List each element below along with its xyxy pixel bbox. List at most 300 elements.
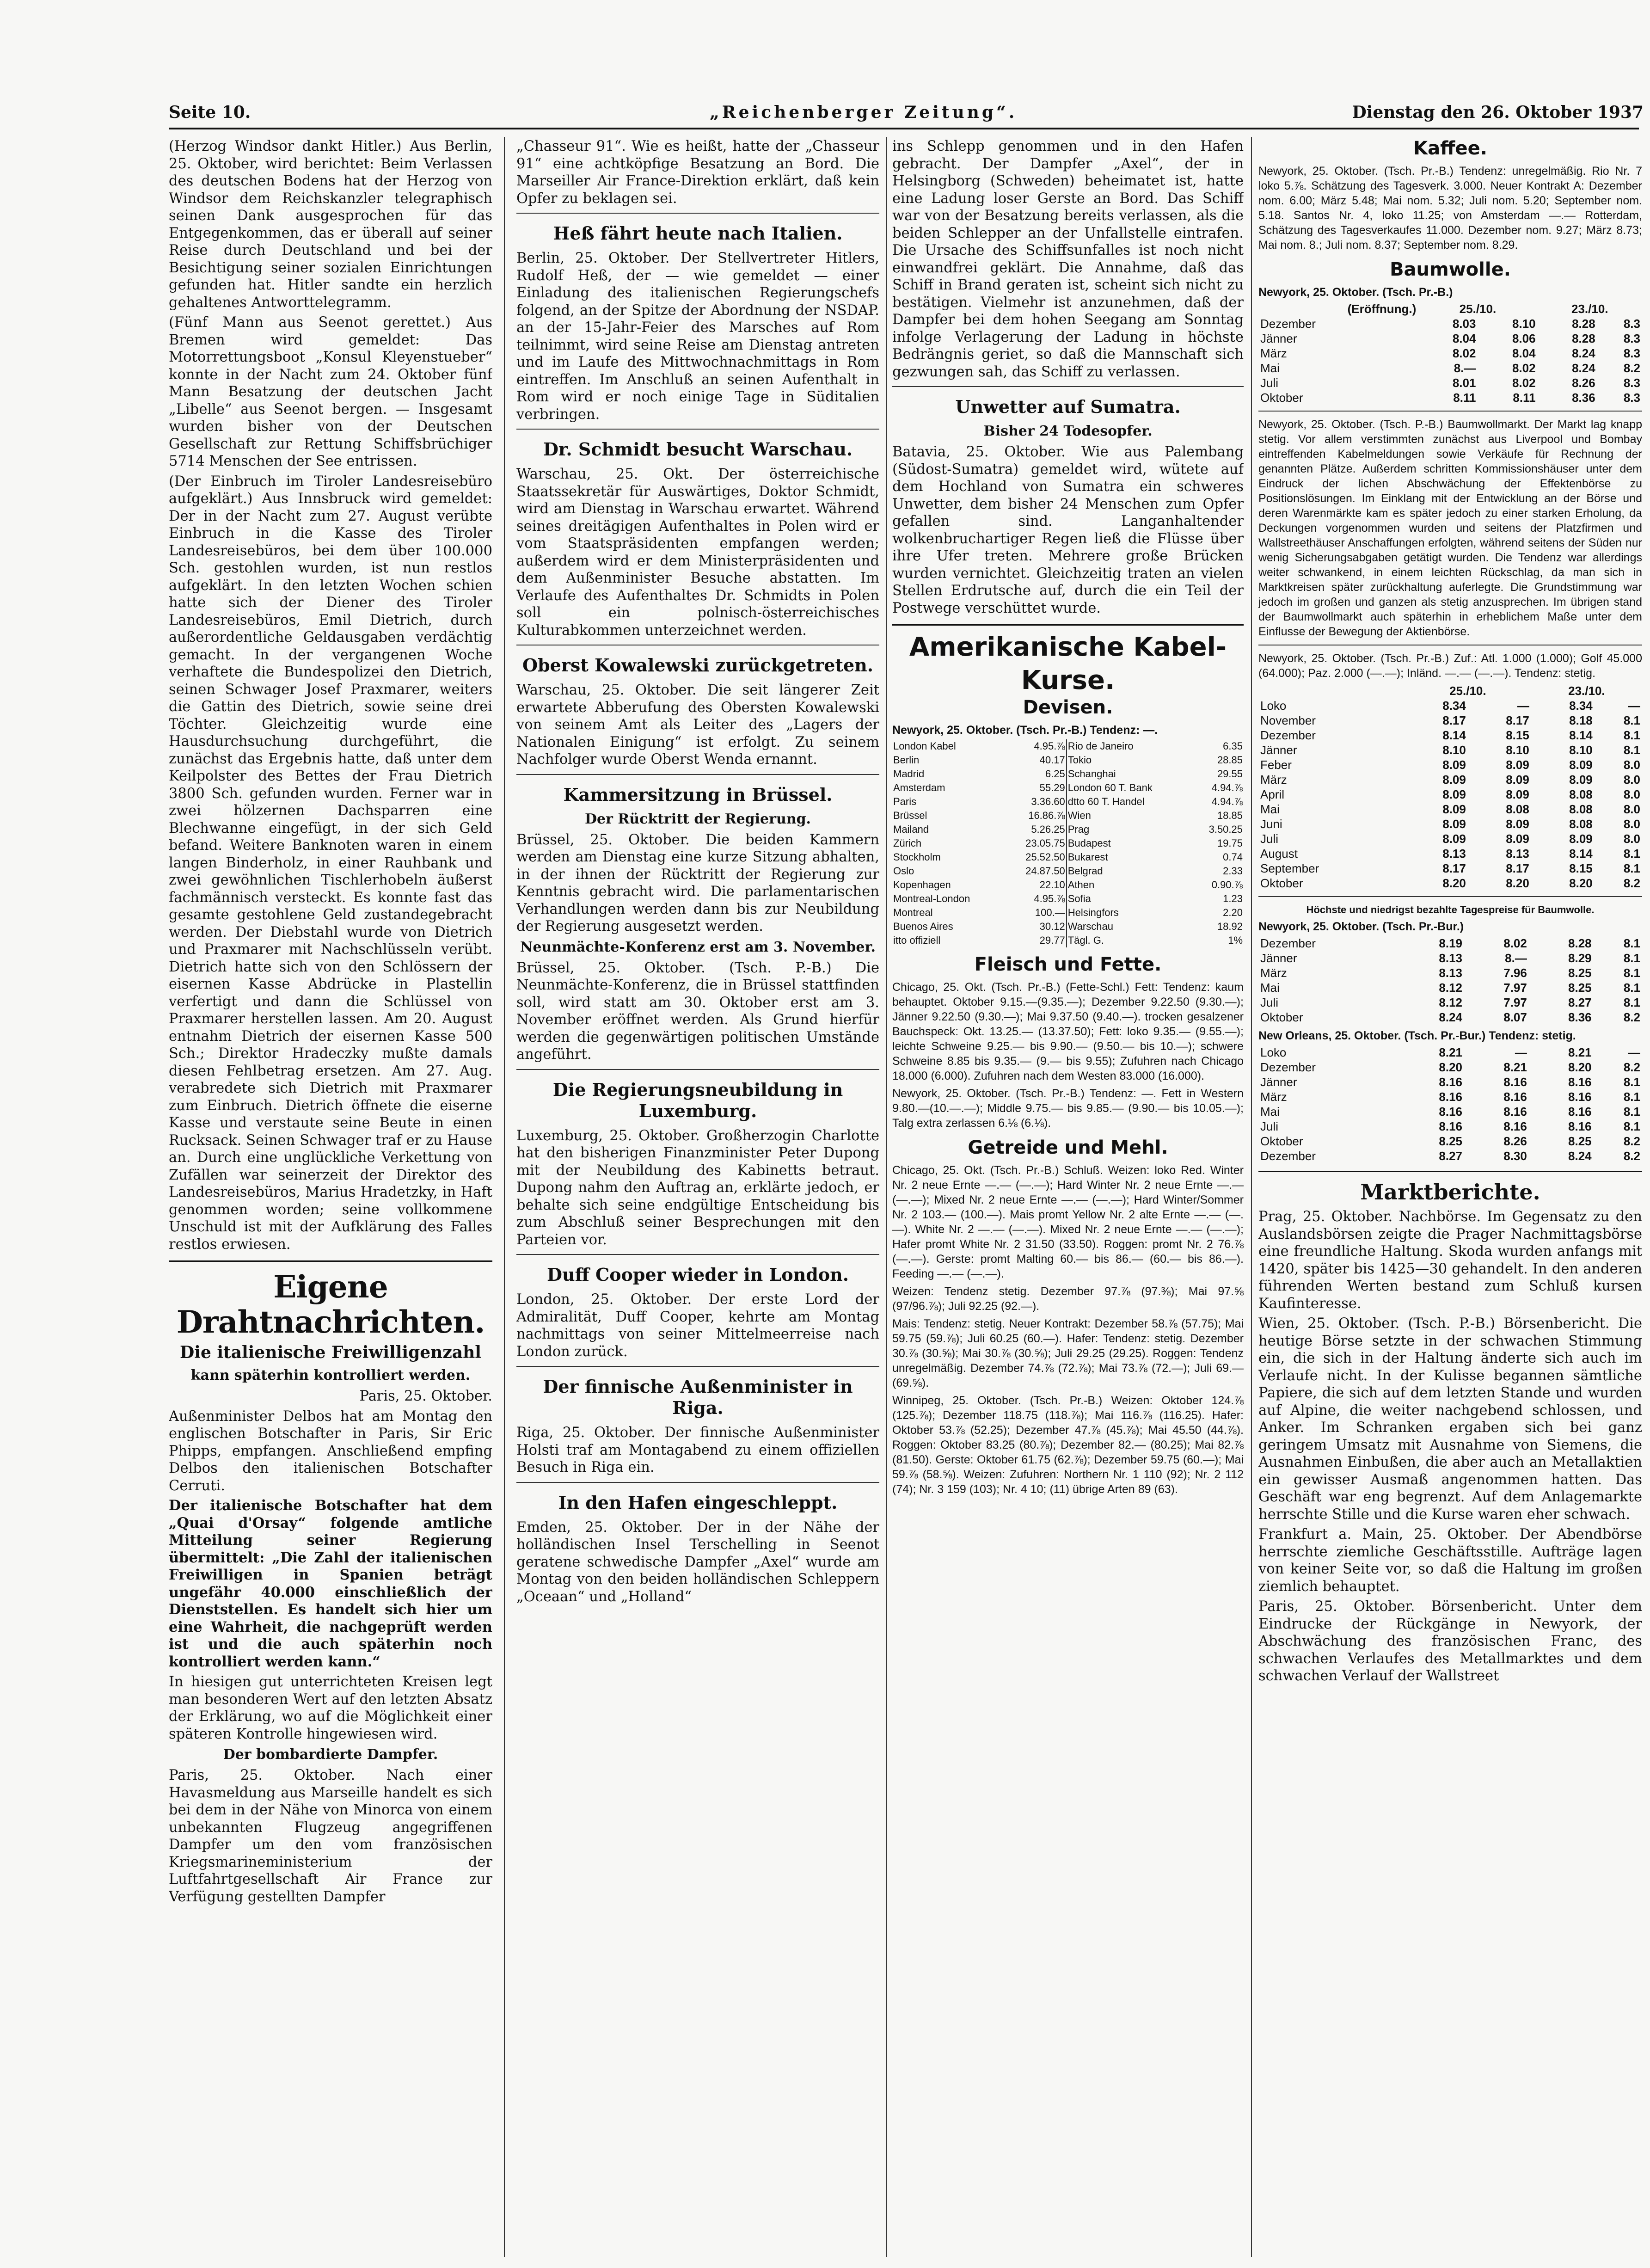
price-cell: 8.1 (1623, 743, 1640, 757)
baumwolle-row (1258, 390, 1642, 405)
price-cell: 8.3 (1623, 376, 1640, 390)
price-cell: 8.09 (1506, 787, 1529, 801)
heading-kabelkurse-2: Kurse. (1021, 665, 1115, 695)
article-chasseur: „Chasseur 91“. Wie es heißt, hatte der „Chasseur 91“ eine achtköpfige Besatzung an Bord. Die Marseiller Air France-Direktion erklärt, daß kein Opfer zu beklagen sei. (516, 138, 879, 207)
headline-sumatra: Unwetter auf Sumatra. (955, 396, 1181, 417)
devisen-place: Tokio (1067, 753, 1192, 767)
devisen-place: Bukarest (1067, 850, 1192, 864)
devisen-rate: 0.90.⅞ (1211, 879, 1243, 891)
heading-baumwolle: Baumwolle. (1390, 259, 1511, 280)
price-cell: 8.28 (1568, 936, 1592, 950)
masthead-rule (169, 128, 1639, 129)
price-cell: 8.16 (1503, 1090, 1527, 1104)
heading-kaffee: Kaffee. (1413, 138, 1487, 159)
devisen-rate: 28.85 (1217, 754, 1243, 766)
rule (1258, 1171, 1642, 1172)
headline-luxemburg: Die Regierungsneubildung in Luxemburg. (552, 1079, 843, 1121)
price-cell: 8.36 (1568, 1010, 1592, 1024)
price-cell: 8.04 (1452, 332, 1476, 345)
baumwolle-termin-row (1258, 772, 1642, 787)
devisen-rate: 4.94.⅞ (1211, 782, 1243, 793)
getreide-chicago: Chicago, 25. Okt. (Tsch. Pr.-B.) Schluß. Weizen: loko Red. Winter Nr. 2 neue Ernte —.— (—.—); Hard Winter Nr. 2 neue Ernte —.— (—.—); Mixed Nr. 2 neue Ernte —.— (—.—); Hard Winter/Sommer Nr. 2 103.— (100.—). Mais promt Yellow Nr. 2 alte Ernte —.— (—.—). White Nr. 2 —.— (—.—). Mixed Nr. 2 neue Ernte —.— (—.—); Hafer promt White Nr. 2 31.50 (33.50). Roggen: promt Nr. 2 76.⅞ (—.—). Gerste: promt Malting 60.— bis 86.— (60.— bis 86.—). Feeding —.— (—.—). (892, 1164, 1244, 1280)
price-cell: 8.10 (1569, 743, 1593, 757)
devisen-rate: 16.86.⅞ (1028, 810, 1065, 821)
price-cell: 8.02 (1503, 936, 1527, 950)
article-kowalewski: Warschau, 25. Oktober. Die seit längerer Zeit erwartete Abberufung des Obersten Kowalewski von seinem Amt als Leiter des „Lagers der Nationalen Einigung“ ist erfolgt. Zu seinem Nachfolger wurde Oberst Wenda ernannt. (516, 682, 879, 768)
price-cell: 8.09 (1442, 773, 1466, 787)
neworleans-row (1258, 1089, 1642, 1104)
month-cell: Juli (1260, 996, 1279, 1009)
kaffee-report: Newyork, 25. Oktober. (Tsch. Pr.-B.) Tendenz: unregelmäßig. Rio Nr. 7 loko 5.⅞. Schätzung des Tagesverk. 3.000. Neuer Kontrakt A: Dezember nom. 6.00; März 5.48; Mai nom. 5.32; Juli nom. 5.20; September nom. 5.18. Santos Nr. 4, loko 11.25; von Amsterdam —.— Rotterdam, Schätzung des Tagesverkaufes 11.000. Dezember nom. 9.27; März 8.73; Mai nom. 8.; Juli nom. 8.37; September nom. 8.29. (1258, 165, 1642, 252)
headline-hess: Heß fährt heute nach Italien. (553, 223, 843, 244)
price-cell: 8.27 (1439, 1149, 1463, 1163)
price-cell: 8.24 (1572, 361, 1595, 375)
baumwolle-termin-row (1258, 698, 1642, 713)
devisen-place: Sofia (1067, 892, 1192, 906)
devisen-place: dtto 60 T. Handel (1067, 795, 1192, 809)
price-cell: 8.16 (1568, 1119, 1592, 1133)
hoechst-row (1258, 980, 1642, 995)
month-cell: Loko (1260, 699, 1287, 713)
price-cell: 8.09 (1506, 773, 1529, 787)
devisen-place: Helsingfors (1067, 906, 1192, 920)
price-cell: 8.06 (1512, 332, 1536, 345)
bw-col-date2: 23./10. (1571, 302, 1608, 316)
month-cell: Juli (1260, 832, 1279, 846)
price-cell: 8.08 (1569, 802, 1593, 816)
month-cell: Feber (1260, 758, 1292, 772)
devisen-place: Prag (1067, 823, 1192, 836)
article-cooper: London, 25. Oktober. Der erste Lord der Admiralität, Duff Cooper, kehrte am Montag nachmittags von seiner Mittelmeerreise nach London zurück. (516, 1291, 879, 1360)
devisen-row (892, 753, 1244, 767)
devisen-header: Newyork, 25. Oktober. (Tsch. Pr.-B.) Tendenz: —. (892, 724, 1158, 737)
devisen-row (892, 809, 1244, 823)
article-schmidt: Warschau, 25. Okt. Der österreichische Staatssekretär für Auswärtiges, Doktor Schmidt, wird am Dienstag in Warschau erwartet. Während seines dreitägigen Aufenthaltes in Polen wird er vom Staatspräsidenten empfangen werden; außerdem wird er dem Ministerpräsidenten und dem Außenminister Besuche abstatten. Im Verlaufe des Aufenthaltes Dr. Schmidts in Polen soll ein polnisch-österreichisches Kulturabkommen unterzeichnet werden. (516, 466, 879, 639)
price-cell: 8.15 (1506, 728, 1529, 742)
headline-kammersitzung: Kammersitzung in Brüssel. (563, 784, 833, 805)
devisen-place: Belgrad (1067, 864, 1192, 878)
price-cell: 8.18 (1569, 713, 1593, 727)
month-cell: Juli (1260, 376, 1279, 390)
month-cell: März (1260, 966, 1287, 980)
article-hess: Berlin, 25. Oktober. Der Stellvertreter Hitlers, Rudolf Heß, der — wie gemeldet — einer Einladung des italienischen Regierungschefs folgend, an der Spitze der Abordnung der NSDAP. an der 15-Jahr-Feier des Marsches auf Rom teilnimmt, wird seine Reise am Dienstag antreten und im Laufe des Mittwochnachmittags in Rom eintreffen. Im Anschluß an seinen Aufenthalt in Rom wird er noch einige Tage in Süditalien verbringen. (516, 250, 879, 423)
price-cell: 8.28 (1572, 332, 1595, 345)
baumwolle-termin-row (1258, 846, 1642, 861)
devisen-place: itto offiziell (893, 934, 941, 946)
devisen-place: Wien (1067, 809, 1192, 823)
devisen-place: London 60 T. Bank (1067, 781, 1192, 795)
baumwolle-termin-table (1258, 683, 1642, 891)
price-cell: 8.25 (1439, 1134, 1463, 1148)
price-cell: 8.21 (1568, 1045, 1592, 1059)
devisen-row (892, 934, 1244, 947)
price-cell: 8.13 (1442, 847, 1466, 860)
devisen-rate: 3.36.60 (1031, 796, 1065, 807)
rule (1258, 896, 1642, 897)
price-cell: 8.16 (1503, 1075, 1527, 1089)
devisen-rate: 0.74 (1223, 851, 1243, 863)
price-cell: 8.08 (1569, 787, 1593, 801)
price-cell: 8.09 (1569, 758, 1593, 772)
rule (1258, 411, 1642, 412)
price-cell: 8.2 (1623, 1134, 1640, 1148)
price-cell: 8.09 (1506, 817, 1529, 831)
devisen-place: Montreal-London (893, 893, 970, 904)
devisen-rate: 18.85 (1217, 810, 1243, 821)
column-4 (1258, 138, 1642, 2256)
baumwolle-termin-row (1258, 757, 1642, 772)
price-cell: 8.30 (1503, 1149, 1527, 1163)
price-cell: 8.09 (1506, 758, 1529, 772)
price-cell: 8.0 (1623, 787, 1640, 801)
baumwolle-row (1258, 375, 1642, 390)
price-cell: 8.09 (1506, 832, 1529, 846)
devisen-place: Athen (1067, 878, 1192, 892)
month-cell: März (1260, 346, 1287, 360)
price-cell: 8.0 (1623, 773, 1640, 787)
price-cell: 7.97 (1503, 996, 1527, 1009)
price-cell: 8.24 (1439, 1010, 1463, 1024)
price-cell: 8.3 (1623, 391, 1640, 405)
devisen-rate: 25.52.50 (1025, 851, 1065, 863)
bw2-col-label (1258, 683, 1405, 698)
getreide-weizen: Weizen: Tendenz stetig. Dezember 97.⅞ (97.⅜); Mai 97.⅝ (97/96.⅞); Juli 92.25 (92.—). (892, 1285, 1244, 1313)
month-cell: September (1260, 861, 1319, 875)
heading-kabelkurse-1: Amerikanische Kabel- (909, 632, 1227, 662)
price-cell: 8.16 (1439, 1090, 1463, 1104)
article-neunmaechte: Brüssel, 25. Oktober. (Tsch. P.-B.) Die Neunmächte-Konferenz, die in Brüssel stattfinden soll, wird statt am 30. Oktober erst am 3. November eröffnet werden. Als Grund hierfür werden die gegenwärtigen politischen Umstände angeführt. (516, 959, 879, 1063)
month-cell: Jänner (1260, 1075, 1297, 1089)
devisen-place: Rio de Janeiro (1067, 739, 1192, 753)
price-cell: 8.16 (1568, 1105, 1592, 1119)
devisen-place: Zürich (893, 837, 922, 849)
baumwolle-termin-row (1258, 817, 1642, 831)
price-cell: 8.20 (1568, 1060, 1592, 1074)
price-cell: — (1515, 1045, 1527, 1059)
price-cell: 8.34 (1442, 699, 1466, 713)
article-dampfer: Paris, 25. Oktober. Nach einer Havasmeldung aus Marseille handelt es sich bei dem in der Nähe von Minorca von einem unbekannten Flugzeug angegriffenen Dampfer um den vom französischen Kriegsmarineministerium der Luftfahrtgesellschaft Air France zur Verfügung gestellten Dampfer (169, 1767, 492, 1905)
section-heading-drahtnachrichten: Eigene Drahtnachrichten. (176, 1269, 485, 1340)
article-hafen: Emden, 25. Oktober. Der in der Nähe der holländischen Insel Terschelling in Seenot geratene schwedische Dampfer „Axel“ wurde am Montag von den beiden holländischen Schleppern „Oceaan“ und „Holland“ (516, 1519, 879, 1605)
month-cell: August (1260, 847, 1298, 860)
rule (516, 1366, 879, 1367)
price-cell: 7.97 (1503, 981, 1527, 995)
price-cell: 8.09 (1442, 817, 1466, 831)
neworleans-row (1258, 1104, 1642, 1119)
devisen-row (892, 906, 1244, 920)
devisen-row (892, 767, 1244, 781)
price-cell: 8.09 (1442, 832, 1466, 846)
headline-neunmaechte: Neunmächte-Konferenz erst am 3. November. (520, 939, 876, 955)
price-cell: 8.02 (1452, 346, 1476, 360)
price-cell: 8.16 (1439, 1119, 1463, 1133)
devisen-place: Madrid (893, 768, 925, 780)
subheadline-kontrolliert: kann späterhin kontrolliert werden. (190, 1367, 471, 1383)
devisen-table (892, 739, 1244, 947)
hoechst-row (1258, 951, 1642, 965)
hoechst-sub: Newyork, 25. Oktober. (Tsch. Pr.-Bur.) (1258, 920, 1464, 933)
price-cell: 8.1 (1623, 861, 1640, 875)
month-cell: Jänner (1260, 951, 1297, 965)
price-cell: — (1517, 699, 1529, 713)
devisen-row (892, 781, 1244, 795)
hoechst-row (1258, 995, 1642, 1010)
heading-fleisch: Fleisch und Fette. (974, 954, 1162, 975)
month-cell: Dezember (1260, 728, 1316, 742)
subheadline-ruecktritt: Der Rücktritt der Regierung. (584, 811, 811, 827)
headline-schmidt: Dr. Schmidt besucht Warschau. (543, 439, 853, 460)
page-number: Seite 10. (169, 103, 251, 122)
fleisch-newyork: Newyork, 25. Oktober. (Tsch. Pr.-B.) Tendenz: —. Fett in Western 9.80.—(10.—.—); Middle 9.75.— bis 9.85.— (9.90.— bis 10.05.—); Talg extra zerlassen 6.⅛ (6.⅛). (892, 1087, 1244, 1130)
bw2-col-date2: 23./10. (1568, 684, 1605, 698)
article-luxemburg: Luxemburg, 25. Oktober. Großherzogin Charlotte hat den bisherigen Finanzminister Peter Dupong mit der Neubildung des Kabinetts betraut. Dupong nahm den Auftrag an, erklärte jedoch, er behalte sich seine endgültige Entscheidung bis zum Abschluß seiner Besprechungen mit den Parteien vor. (516, 1127, 879, 1248)
price-cell: 8.15 (1569, 861, 1593, 875)
price-cell: 8.04 (1512, 346, 1536, 360)
price-cell: 8.02 (1512, 376, 1536, 390)
heading-getreide: Getreide und Mehl. (968, 1137, 1168, 1158)
price-cell: 8.1 (1623, 847, 1640, 860)
devisen-place: Brüssel (893, 810, 927, 821)
article-einbruch: (Der Einbruch im Tiroler Landesreisebüro aufgeklärt.) Aus Innsbruck wird gemeldet: Der in der Nacht zum 27. August verübte Einbruch in die Kasse des Tiroler Landesreisebüros, bei dem über 100.000 Sch. gestohlen wurden, ist nun restlos aufgeklärt. In den letzten Wochen schien hatte sich der Diener des Tiroler Landesreisebüros, Emil Dietrich, durch außerordentliche Geldausgaben verdächtig gemacht. In der vergangenen Woche verhaftete die Bundespolizei den Dietrich, seinen Schwager Josef Praxmarer, weiters die Gattin des Dietrich, sowie seine drei Töchter. Gleichzeitig wurde eine Hausdurchsuchung durchgeführt, die zunächst das Ergebnis hatte, daß unter dem Keilpolster des Bettes der Frau Dietrich 3800 Sch. gefunden wurden. Ferner war in zwei hölzernen Dachsparren eine Blechwanne eingefügt, in der sich Geld befand. Weitere Banknoten waren in einem langen Binderholz, in einer Rauhbank und zwei gewöhnlichen Tischlerhobeln äußerst fachmännisch versteckt. Es konnte fast das gesamte gestohlene Geld zustandegebracht werden. Der Diebstahl wurde von Dietrich und Praxmarer mit Nachschlüsseln verübt. Dietrich hatte sich von den Schlössern der eisernen Kasse Abdrücke in Plastellin verfertigt und dann die Schlüssel von Praxmarer herstellen lassen. Am 20. August entnahm Dietrich der eisernen Kasse 500 Sch.; Direktor Hradeczky mußte damals diesen Fehlbetrag ersetzen. Am 27. Aug. verabredete sich Dietrich mit Praxmarer zum Einbruch. Dietrich öffnete die eiserne Kasse und verstaute seine Beute in einen Rucksack. Seinen Schwager traf er zu Hause an. Durch eine unglückliche Verkettung von Zufällen war seinerzeit der Direktor des Landesreisebüros, Marius Hradetzky, in Haft genommen worden; seine vollkommene Unschuld ist mit der Aufklärung des Falles restlos erwiesen. (169, 473, 492, 1253)
article-sumatra: Batavia, 25. Oktober. Wie aus Palembang (Südost-Sumatra) gemeldet wird, wütete auf dem Hochland von Sumatra ein schweres Unwetter, dem bisher 24 Menschen zum Opfer gefallen sind. Langanhaltender wolkenbruchartiger Regen ließ die Flüsse über ihre Ufer treten. Mehrere große Brücken wurden vernichtet. Gleichzeitig traten an vielen Stellen Erdrutsche auf, durch die ein Teil der Postwege verschüttet wurde. (892, 444, 1244, 616)
price-cell: 8.09 (1442, 758, 1466, 772)
neworleans-table (1258, 1045, 1642, 1163)
baumwolle-termin-row (1258, 713, 1642, 728)
price-cell: 8.11 (1513, 391, 1536, 405)
baumwolle-termin-row (1258, 787, 1642, 802)
price-cell: 8.2 (1623, 1060, 1640, 1074)
devisen-rate: 22.10 (1039, 879, 1065, 891)
price-cell: 8.16 (1568, 1075, 1592, 1089)
column-3 (892, 138, 1244, 2256)
headline-kowalewski: Oberst Kowalewski zurückgetreten. (522, 655, 874, 676)
baumwolle-row (1258, 316, 1642, 331)
rule (516, 429, 879, 430)
devisen-rate: 24.87.50 (1025, 865, 1065, 877)
price-cell: 8.14 (1569, 847, 1593, 860)
price-cell: 8.21 (1439, 1045, 1463, 1059)
devisen-place: London Kabel (893, 740, 956, 752)
price-cell: 8.17 (1442, 713, 1466, 727)
price-cell: 8.20 (1569, 876, 1593, 890)
devisen-rate: 2.33 (1223, 865, 1243, 877)
price-cell: 8.3 (1623, 332, 1640, 345)
article-riga: Riga, 25. Oktober. Der finnische Außenminister Holsti traf am Montagabend zu einem offiziellen Besuch in Riga ein. (516, 1425, 879, 1475)
price-cell: 8.1 (1623, 951, 1640, 965)
price-cell: 8.2 (1623, 876, 1640, 890)
rule (516, 1482, 879, 1483)
column-rule-3 (1251, 137, 1252, 2257)
baumwolle-termin-row (1258, 861, 1642, 876)
devisen-row (892, 795, 1244, 809)
article-windsor: (Herzog Windsor dankt Hitler.) Aus Berlin, 25. Oktober, wird berichtet: Beim Verlassen des deutschen Bodens hat der Herzog von Windsor dem Reichskanzler telegraphisch seinen Dank ausgesprochen für das Entgegenkommen, das er überall auf seiner Reise durch Deutschland und bei der Besichtigung seiner sozialen Einrichtungen gefunden hat. Hitler sandte ein herzlich gehaltenes Antworttelegramm. (169, 138, 492, 311)
devisen-place: Kopenhagen (893, 879, 951, 891)
headline-hafen: In den Hafen eingeschleppt. (558, 1492, 838, 1513)
devisen-place: Tägl. G. (1067, 934, 1192, 947)
price-cell: 8.1 (1623, 1090, 1640, 1104)
hoechst-row (1258, 965, 1642, 980)
price-cell: 8.0 (1623, 817, 1640, 831)
month-cell: Juli (1260, 1119, 1279, 1133)
neworleans-header: New Orleans, 25. Oktober. (Tsch. Pr.-Bur.) Tendenz: stetig. (1258, 1029, 1576, 1042)
devisen-place: Buenos Aires (893, 921, 953, 932)
price-cell: 8.26 (1572, 376, 1595, 390)
price-cell: 8.1 (1623, 936, 1640, 950)
price-cell: 8.1 (1623, 1119, 1640, 1133)
neworleans-row (1258, 1149, 1642, 1163)
price-cell: 8.20 (1506, 876, 1529, 890)
devisen-row (892, 850, 1244, 864)
price-cell: 8.02 (1512, 361, 1536, 375)
price-cell: 8.08 (1506, 802, 1529, 816)
rule (516, 1069, 879, 1070)
month-cell: Oktober (1260, 876, 1303, 890)
month-cell: Dezember (1260, 1060, 1316, 1074)
hoechst-header: Höchste und niedrigst bezahlte Tagespreise für Baumwolle. (1306, 904, 1595, 916)
price-cell: 8.36 (1572, 391, 1595, 405)
price-cell: 8.0 (1623, 802, 1640, 816)
month-cell: Jänner (1260, 743, 1297, 757)
devisen-row (892, 892, 1244, 906)
price-cell: 8.1 (1623, 728, 1640, 742)
price-cell: 8.2 (1623, 1010, 1640, 1024)
markt-paris: Paris, 25. Oktober. Börsenbericht. Unter dem Eindrucke der Rückgänge in Newyork, der Abschwächung des französischen Franc, des schwachen Verlaufes des Metallmarktes und dem schwachen Verlauf der Wallstreet (1258, 1598, 1642, 1684)
markt-prag: Prag, 25. Oktober. Nachbörse. Im Gegensatz zu den Auslandsbörsen zeigte die Prager Nachmittagsbörse eine freundliche Haltung. Skoda wurden anfangs mit 1420, später bis 1425—30 gehandelt. In den anderen führenden Werten bestand zum Schluß kursen Kaufinteresse. (1258, 1209, 1642, 1312)
price-cell: 8.19 (1439, 936, 1463, 950)
neworleans-row (1258, 1045, 1642, 1060)
price-cell: 8.03 (1452, 317, 1476, 331)
devisen-rate: 2.20 (1223, 907, 1243, 918)
baumwolle-termin-row (1258, 831, 1642, 846)
price-cell: 8.11 (1453, 391, 1476, 405)
devisen-place: Warschau (1067, 920, 1192, 934)
price-cell: 8.3 (1623, 346, 1640, 360)
rule (892, 624, 1244, 626)
baumwolle-row (1258, 346, 1642, 361)
price-cell: 8.21 (1503, 1060, 1527, 1074)
price-cell: 8.13 (1439, 951, 1463, 965)
month-cell: Mai (1260, 981, 1280, 995)
price-cell: 8.29 (1568, 951, 1592, 965)
rule (892, 386, 1244, 387)
month-cell: Oktober (1260, 1010, 1303, 1024)
column-rule-2 (886, 137, 887, 2257)
month-cell: Mai (1260, 802, 1280, 816)
price-cell: 8.09 (1569, 773, 1593, 787)
neworleans-row (1258, 1134, 1642, 1149)
price-cell: 7.96 (1503, 966, 1527, 980)
headline-riga: Der finnische Außenminister in Riga. (543, 1376, 853, 1418)
devisen-rate: 55.29 (1039, 782, 1065, 793)
devisen-rate: 29.55 (1217, 768, 1243, 780)
devisen-rate: 18.92 (1217, 921, 1243, 932)
price-cell: 8.09 (1442, 787, 1466, 801)
article-mitteilung: Der italienische Botschafter hat dem „Quai d'Orsay“ folgende amtliche Mitteilung seiner Regierung übermittelt: „Die Zahl der italienischen Freiwilligen in Spanien beträgt ungefähr 40.000 einschließlich der Dienststellen. Es handelt sich hier um eine Wahrheit, die nachgeprüft werden ist und die auch späterhin noch kontrolliert werden kann.“ (169, 1497, 492, 1670)
price-cell: 8.2 (1623, 361, 1640, 375)
baumwolle2-header: Newyork, 25. Oktober. (Tsch. Pr.-B.) Zuf.: Atl. 1.000 (1.000); Golf 45.000 (64.000); Paz. 2.000 (—.—); Inländ. —.— (—.—). Tendenz: stetig. (1258, 652, 1642, 680)
headline-freiwilligenzahl: Die italienische Freiwilligenzahl (180, 1343, 481, 1362)
price-cell: — (1628, 699, 1640, 713)
price-cell: 8.34 (1569, 699, 1593, 713)
neworleans-row (1258, 1119, 1642, 1134)
price-cell: 8.1 (1623, 981, 1640, 995)
devisen-row (892, 878, 1244, 892)
price-cell: 8.1 (1623, 966, 1640, 980)
price-cell: 8.09 (1569, 832, 1593, 846)
devisen-rate: 30.12 (1039, 921, 1065, 932)
month-cell: Oktober (1260, 391, 1303, 405)
price-cell: 8.— (1505, 951, 1527, 965)
headline-dampfer: Der bombardierte Dampfer. (223, 1746, 438, 1763)
price-cell: 8.13 (1506, 847, 1529, 860)
baumwolle-termin-row (1258, 728, 1642, 743)
price-cell: 8.16 (1568, 1090, 1592, 1104)
price-cell: 8.1 (1623, 713, 1640, 727)
baumwolle-row (1258, 361, 1642, 375)
price-cell: 8.12 (1439, 981, 1463, 995)
price-cell: 8.3 (1623, 317, 1640, 331)
baumwolle-header: Newyork, 25. Oktober. (Tsch. Pr.-B.) (1258, 286, 1453, 299)
price-cell: 8.16 (1503, 1119, 1527, 1133)
markt-wien: Wien, 25. Oktober. (Tsch. P.-B.) Börsenbericht. Die heutige Börse setzte in der schwachen Stimmung ein, die sich in der Haltung änderte sich auch im Verlaufe nicht. In der Kulisse begannen sämtliche Papiere, die sich auf dem letzten Stande und wurden auf Alpine, die weiter nachgebend schlossen, und Anker. Im Schranken ergaben sich bei ganz geringem Umsatz mit Ausnahme von Siemens, die Ausnahmen Einbußen, die aber auch an Metallaktien ein gewisser Ausmaß angenommen hatten. Das Geschäft war eng begrenzt. Auf dem Anlagemarkte herrschte Stille und die Kurse waren eher schwach. (1258, 1315, 1642, 1523)
price-cell: 8.10 (1442, 743, 1466, 757)
rule (516, 774, 879, 775)
devisen-rate: 4.95.⅞ (1034, 893, 1065, 904)
price-cell: 8.20 (1439, 1060, 1463, 1074)
devisen-rate: 6.35 (1223, 740, 1243, 752)
heading-marktberichte: Marktberichte. (1360, 1180, 1540, 1205)
month-cell: Mai (1260, 361, 1280, 375)
rule (516, 213, 879, 214)
article-delbos: Außenminister Delbos hat am Montag den englischen Botschafter in Paris, Sir Eric Phipps, empfangen. Anschließend empfing Delbos den italienischen Botschafter Cerruti. (169, 1408, 492, 1494)
devisen-row (892, 823, 1244, 836)
masthead (169, 103, 1644, 124)
column-1 (169, 138, 492, 2256)
price-cell: 8.25 (1568, 966, 1592, 980)
devisen-place: Budapest (1067, 836, 1192, 850)
devisen-rate: 40.17 (1039, 754, 1065, 766)
price-cell: 8.1 (1623, 996, 1640, 1009)
neworleans-row (1258, 1060, 1642, 1075)
devisen-rate: 19.75 (1217, 837, 1243, 849)
devisen-place: Berlin (893, 754, 920, 766)
price-cell: 8.0 (1623, 758, 1640, 772)
price-cell: 8.24 (1568, 1149, 1592, 1163)
devisen-row (892, 739, 1244, 753)
markt-frankfurt: Frankfurt a. Main, 25. Oktober. Der Abendbörse herrschte ziemliche Geschäftsstille. Aufträge lagen von keiner Seite vor, so daß die Haltung im großen ziemlich behauptet. (1258, 1526, 1642, 1595)
devisen-rate: 1% (1228, 934, 1243, 946)
price-cell: 8.17 (1442, 861, 1466, 875)
month-cell: Oktober (1260, 1134, 1303, 1148)
baumwolle-termin-row (1258, 876, 1642, 891)
issue-date: Dienstag den 26. Oktober 1937 (1352, 103, 1644, 122)
price-cell: 8.14 (1569, 728, 1593, 742)
price-cell: 8.16 (1439, 1075, 1463, 1089)
price-cell: 8.20 (1442, 876, 1466, 890)
price-cell: 8.10 (1512, 317, 1536, 331)
paper-title: „Reichenberger Zeitung“. (710, 103, 1018, 122)
bw2-col-date1: 25./10. (1449, 684, 1486, 698)
fleisch-chicago: Chicago, 25. Okt. (Tsch. Pr.-B.) (Fette-Schl.) Fett: Tendenz: kaum behauptet. Oktober 9.15.—(9.35.—); Dezember 9.22.50 (9.30.—); Jänner 9.22.50 (9.30.—); Mai 9.37.50 (9.40.—). trocken gesalzener Bauchspeck: Okt. 13.25.— (13.37.50); Fett: loko 9.35.— (9.55.—); leichte Schweine 9.25.— bis 9.90.— (9.50.— bis 10.—); schwere Schweine 8.85 bis 9.35.— (9.— bis 9.55); Zufuhren nach Chicago 18.000 (6.000). Zufuhren nach dem Westen 83.000 (16.000). (892, 981, 1244, 1082)
headline-cooper: Duff Cooper wieder in London. (546, 1264, 849, 1285)
price-cell: 8.17 (1506, 713, 1529, 727)
devisen-rate: 3.50.25 (1208, 824, 1243, 835)
getreide-mais: Mais: Tendenz: stetig. Neuer Kontrakt: Dezember 58.⅞ (57.75); Mai 59.75 (59.⅞); Juli 60.25 (60.—). Hafer: Tendenz: stetig. Dezember 30.⅞ (30.⅝); Mai 30.⅞ (30.⅝); Juli 29.25 (29.25). Roggen: Tendenz unregelmäßig. Dezember 74.⅞ (72.⅞); Mai 73.⅞ (72.—); Juli 69.— (69.⅝). (892, 1317, 1244, 1389)
baumwollmarkt-report: Newyork, 25. Oktober. (Tsch. P.-B.) Baumwollmarkt. Der Markt lag knapp stetig. Vor allem verstimmten zunächst aus Liverpool und Bombay eintreffenden Kabelmeldungen sowie Verkäufe für Rechnung der genannten Plätze. Außerdem schritten Kommissionshäuser unter dem Eindruck der lichen Abschwächung der Effektenbörse zu Positionslösungen. Im Einklang mit der Entwicklung an der Börse und deren Warenmärkte kam es später jedoch zu einer starken Erholung, da Deckungen vorgenommen wurden und seitens der Platzfirmen und Wallstreethäuser Anschaffungen erfolgten, während seitens der Süden nur wenig Sicherungsabgaben getätigt wurden. Die Tendenz war allerdings weiter schwankend, in einem leichten Rückschlag, da man sich in Marktkreisen später zurückhaltung auferlegte. Die Grundstimmung war jedoch im großen und ganzen als stetig anzusprechen. Im übrigen stand der Baumwollmarkt auch späterhin in erheblichem Maße unter dem Einflusse der Bewegung der Aktienbörse. (1258, 418, 1642, 638)
article-kontrolle: In hiesigen gut unterrichteten Kreisen legt man besonderen Wert auf den letzten Absatz der Erklärung, wo auf die Möglichkeit einer späteren Kontrolle hingewiesen wird. (169, 1674, 492, 1742)
price-cell: 8.14 (1442, 728, 1466, 742)
devisen-place: Amsterdam (893, 782, 945, 793)
